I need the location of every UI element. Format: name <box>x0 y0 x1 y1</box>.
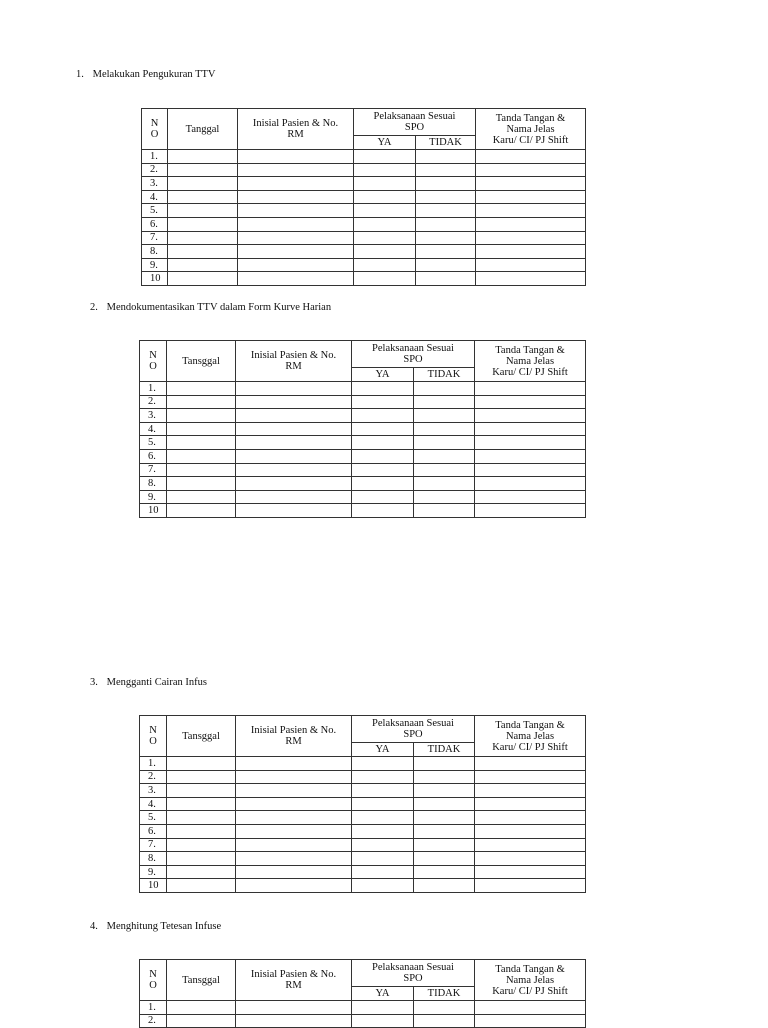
table-row <box>140 784 586 798</box>
date-cell[interactable] <box>167 463 236 477</box>
table-row <box>140 449 586 463</box>
tidak-cell[interactable] <box>414 879 475 893</box>
signature-cell[interactable] <box>475 797 586 811</box>
ya-cell[interactable] <box>354 258 416 272</box>
signature-cell[interactable] <box>475 824 586 838</box>
ya-cell[interactable] <box>352 477 414 491</box>
table-row <box>142 258 586 272</box>
table-row <box>140 797 586 811</box>
patient-cell[interactable] <box>236 1014 352 1028</box>
table-row <box>142 177 586 191</box>
table-row <box>140 770 586 784</box>
table-row <box>140 852 586 866</box>
signature-cell[interactable] <box>475 449 586 463</box>
header-signature: Tanda Tangan & Nama Jelas Karu/ CI/ PJ Shift <box>475 960 586 1001</box>
tidak-cell[interactable] <box>414 504 475 518</box>
signature-cell[interactable] <box>476 231 586 245</box>
date-cell[interactable] <box>167 409 236 423</box>
signature-cell[interactable] <box>476 190 586 204</box>
checklist-table-4 <box>139 959 586 1028</box>
table-row <box>142 163 586 177</box>
header-spo: Pelaksanaan Sesuai SPO <box>352 960 475 987</box>
date-cell[interactable] <box>168 217 238 231</box>
ya-cell[interactable] <box>352 436 414 450</box>
tidak-cell[interactable] <box>416 190 476 204</box>
tidak-cell[interactable] <box>414 838 475 852</box>
signature-cell[interactable] <box>476 177 586 191</box>
tidak-cell[interactable] <box>414 824 475 838</box>
signature-cell[interactable] <box>475 463 586 477</box>
date-cell[interactable] <box>167 436 236 450</box>
header-patient: Inisial Pasien & No. RM <box>238 109 354 150</box>
patient-cell[interactable] <box>238 272 354 286</box>
date-cell[interactable] <box>167 477 236 491</box>
table-row <box>140 490 586 504</box>
row-number: 2. <box>140 395 167 409</box>
tidak-cell[interactable] <box>414 757 475 771</box>
patient-cell[interactable] <box>236 422 352 436</box>
ya-cell[interactable] <box>352 879 414 893</box>
ya-cell[interactable] <box>354 217 416 231</box>
row-number: 1. <box>140 382 167 396</box>
patient-cell[interactable] <box>236 797 352 811</box>
table-row <box>140 757 586 771</box>
ya-cell[interactable] <box>352 1014 414 1028</box>
signature-cell[interactable] <box>476 204 586 218</box>
row-number: 6. <box>142 217 168 231</box>
ya-cell[interactable] <box>352 865 414 879</box>
table-row <box>140 395 586 409</box>
patient-cell[interactable] <box>236 382 352 396</box>
header-spo: Pelaksanaan Sesuai SPO <box>352 341 475 368</box>
tidak-cell[interactable] <box>416 177 476 191</box>
ya-cell[interactable] <box>352 490 414 504</box>
row-number: 4. <box>140 422 167 436</box>
tidak-cell[interactable] <box>416 204 476 218</box>
tidak-cell[interactable] <box>414 463 475 477</box>
row-number: 2. <box>140 1014 167 1028</box>
table-row <box>140 382 586 396</box>
signature-cell[interactable] <box>475 879 586 893</box>
tidak-cell[interactable] <box>414 1014 475 1028</box>
patient-cell[interactable] <box>236 852 352 866</box>
ya-cell[interactable] <box>354 150 416 164</box>
table-row <box>142 204 586 218</box>
ya-cell[interactable] <box>352 382 414 396</box>
patient-cell[interactable] <box>236 436 352 450</box>
ya-cell[interactable] <box>352 449 414 463</box>
section-title-text: Melakukan Pengukuran TTV <box>92 69 216 80</box>
tidak-cell[interactable] <box>414 784 475 798</box>
date-cell[interactable] <box>167 770 236 784</box>
ya-cell[interactable] <box>354 177 416 191</box>
ya-cell[interactable] <box>352 1001 414 1015</box>
tidak-cell[interactable] <box>416 150 476 164</box>
row-number: 8. <box>142 245 168 259</box>
signature-cell[interactable] <box>475 1014 586 1028</box>
ya-cell[interactable] <box>352 395 414 409</box>
table-row <box>142 190 586 204</box>
table-row <box>140 409 586 423</box>
date-cell[interactable] <box>168 204 238 218</box>
row-number: 7. <box>142 231 168 245</box>
signature-cell[interactable] <box>475 865 586 879</box>
row-number: 3. <box>140 784 167 798</box>
patient-cell[interactable] <box>236 490 352 504</box>
ya-cell[interactable] <box>352 838 414 852</box>
ya-cell[interactable] <box>354 231 416 245</box>
tidak-cell[interactable] <box>414 852 475 866</box>
signature-cell[interactable] <box>476 217 586 231</box>
table-row <box>142 231 586 245</box>
patient-cell[interactable] <box>236 477 352 491</box>
ya-cell[interactable] <box>352 852 414 866</box>
header-tidak: TIDAK <box>416 136 476 150</box>
section-title-3 <box>90 677 207 689</box>
tidak-cell[interactable] <box>414 422 475 436</box>
date-cell[interactable] <box>167 879 236 893</box>
date-cell[interactable] <box>167 490 236 504</box>
ya-cell[interactable] <box>352 422 414 436</box>
ya-cell[interactable] <box>352 797 414 811</box>
header-ya: YA <box>352 987 414 1001</box>
signature-cell[interactable] <box>475 811 586 825</box>
table-row <box>142 272 586 286</box>
row-number: 8. <box>140 852 167 866</box>
date-cell[interactable] <box>168 190 238 204</box>
patient-cell[interactable] <box>236 504 352 518</box>
tidak-cell[interactable] <box>414 1001 475 1015</box>
header-no: N O <box>140 341 167 382</box>
row-number: 4. <box>142 190 168 204</box>
patient-cell[interactable] <box>238 231 354 245</box>
header-spo: Pelaksanaan Sesuai SPO <box>354 109 476 136</box>
signature-cell[interactable] <box>476 163 586 177</box>
signature-cell[interactable] <box>476 150 586 164</box>
header-date: Tansggal <box>167 716 236 757</box>
table-row <box>142 245 586 259</box>
date-cell[interactable] <box>168 177 238 191</box>
checklist-table-2 <box>139 340 586 518</box>
signature-cell[interactable] <box>475 409 586 423</box>
header-no: N O <box>142 109 168 150</box>
header-signature: Tanda Tangan & Nama Jelas Karu/ CI/ PJ Shift <box>475 716 586 757</box>
ya-cell[interactable] <box>352 463 414 477</box>
patient-cell[interactable] <box>236 757 352 771</box>
signature-cell[interactable] <box>475 838 586 852</box>
patient-cell[interactable] <box>236 784 352 798</box>
tidak-cell[interactable] <box>414 490 475 504</box>
header-ya: YA <box>352 368 414 382</box>
row-number: 10 <box>142 272 168 286</box>
tidak-cell[interactable] <box>414 382 475 396</box>
patient-cell[interactable] <box>236 463 352 477</box>
patient-cell[interactable] <box>236 770 352 784</box>
table-row <box>140 463 586 477</box>
ya-cell[interactable] <box>354 272 416 286</box>
table-row <box>140 1014 586 1028</box>
signature-cell[interactable] <box>475 490 586 504</box>
header-patient: Inisial Pasien & No. RM <box>236 341 352 382</box>
table-row <box>140 824 586 838</box>
ya-cell[interactable] <box>352 504 414 518</box>
header-ya: YA <box>352 743 414 757</box>
tidak-cell[interactable] <box>416 231 476 245</box>
table-row <box>142 150 586 164</box>
date-cell[interactable] <box>167 449 236 463</box>
patient-cell[interactable] <box>238 163 354 177</box>
date-cell[interactable] <box>167 824 236 838</box>
table-row <box>142 217 586 231</box>
row-number: 5. <box>140 811 167 825</box>
patient-cell[interactable] <box>238 150 354 164</box>
header-tidak: TIDAK <box>414 368 475 382</box>
header-ya: YA <box>354 136 416 150</box>
ya-cell[interactable] <box>352 784 414 798</box>
tidak-cell[interactable] <box>414 797 475 811</box>
patient-cell[interactable] <box>236 409 352 423</box>
header-signature: Tanda Tangan & Nama Jelas Karu/ CI/ PJ Shift <box>476 109 586 150</box>
date-cell[interactable] <box>167 1014 236 1028</box>
row-number: 1. <box>140 757 167 771</box>
date-cell[interactable] <box>167 797 236 811</box>
date-cell[interactable] <box>167 382 236 396</box>
date-cell[interactable] <box>167 1001 236 1015</box>
header-date: Tansggal <box>167 960 236 1001</box>
ya-cell[interactable] <box>352 757 414 771</box>
date-cell[interactable] <box>167 852 236 866</box>
row-number: 4. <box>140 797 167 811</box>
row-number: 2. <box>140 770 167 784</box>
patient-cell[interactable] <box>238 217 354 231</box>
checklist-table-3 <box>139 715 586 893</box>
tidak-cell[interactable] <box>414 811 475 825</box>
date-cell[interactable] <box>167 504 236 518</box>
table-row <box>140 504 586 518</box>
date-cell[interactable] <box>168 245 238 259</box>
ya-cell[interactable] <box>354 245 416 259</box>
section-number: 4. <box>90 921 98 932</box>
table-row <box>140 436 586 450</box>
tidak-cell[interactable] <box>416 272 476 286</box>
tidak-cell[interactable] <box>414 477 475 491</box>
row-number: 1. <box>140 1001 167 1015</box>
signature-cell[interactable] <box>475 770 586 784</box>
date-cell[interactable] <box>168 231 238 245</box>
date-cell[interactable] <box>167 422 236 436</box>
patient-cell[interactable] <box>236 879 352 893</box>
table-row <box>140 1001 586 1015</box>
section-number: 2. <box>90 302 98 313</box>
row-number: 3. <box>140 409 167 423</box>
header-patient: Inisial Pasien & No. RM <box>236 960 352 1001</box>
signature-cell[interactable] <box>475 477 586 491</box>
row-number: 6. <box>140 449 167 463</box>
signature-cell[interactable] <box>475 436 586 450</box>
signature-cell[interactable] <box>475 382 586 396</box>
tidak-cell[interactable] <box>414 409 475 423</box>
ya-cell[interactable] <box>352 409 414 423</box>
date-cell[interactable] <box>168 163 238 177</box>
row-number: 9. <box>140 865 167 879</box>
header-date: Tanggal <box>168 109 238 150</box>
tidak-cell[interactable] <box>414 770 475 784</box>
date-cell[interactable] <box>167 838 236 852</box>
signature-cell[interactable] <box>475 784 586 798</box>
signature-cell[interactable] <box>476 272 586 286</box>
tidak-cell[interactable] <box>414 395 475 409</box>
section-number: 3. <box>90 677 98 688</box>
patient-cell[interactable] <box>238 258 354 272</box>
patient-cell[interactable] <box>236 824 352 838</box>
signature-cell[interactable] <box>476 258 586 272</box>
header-spo: Pelaksanaan Sesuai SPO <box>352 716 475 743</box>
table-row <box>140 422 586 436</box>
patient-cell[interactable] <box>236 811 352 825</box>
section-title-4 <box>90 921 221 933</box>
header-no: N O <box>140 960 167 1001</box>
row-number: 5. <box>140 436 167 450</box>
header-patient: Inisial Pasien & No. RM <box>236 716 352 757</box>
header-date: Tansggal <box>167 341 236 382</box>
patient-cell[interactable] <box>236 1001 352 1015</box>
tidak-cell[interactable] <box>416 258 476 272</box>
ya-cell[interactable] <box>354 163 416 177</box>
patient-cell[interactable] <box>238 190 354 204</box>
row-number: 5. <box>142 204 168 218</box>
signature-cell[interactable] <box>475 422 586 436</box>
ya-cell[interactable] <box>352 770 414 784</box>
date-cell[interactable] <box>168 258 238 272</box>
signature-cell[interactable] <box>475 1001 586 1015</box>
row-number: 9. <box>140 490 167 504</box>
patient-cell[interactable] <box>236 449 352 463</box>
tidak-cell[interactable] <box>416 217 476 231</box>
signature-cell[interactable] <box>475 757 586 771</box>
date-cell[interactable] <box>167 395 236 409</box>
patient-cell[interactable] <box>236 395 352 409</box>
patient-cell[interactable] <box>236 865 352 879</box>
tidak-cell[interactable] <box>414 449 475 463</box>
row-number: 2. <box>142 163 168 177</box>
row-number: 6. <box>140 824 167 838</box>
header-no: N O <box>140 716 167 757</box>
row-number: 10 <box>140 879 167 893</box>
ya-cell[interactable] <box>354 190 416 204</box>
row-number: 3. <box>142 177 168 191</box>
patient-cell[interactable] <box>236 838 352 852</box>
tidak-cell[interactable] <box>414 865 475 879</box>
ya-cell[interactable] <box>354 204 416 218</box>
row-number: 7. <box>140 463 167 477</box>
table-row <box>140 811 586 825</box>
section-number: 1. <box>76 69 84 80</box>
patient-cell[interactable] <box>238 177 354 191</box>
patient-cell[interactable] <box>238 204 354 218</box>
section-title-text: Mendokumentasikan TTV dalam Form Kurve Harian <box>106 302 332 313</box>
row-number: 1. <box>142 150 168 164</box>
header-signature: Tanda Tangan & Nama Jelas Karu/ CI/ PJ Shift <box>475 341 586 382</box>
signature-cell[interactable] <box>475 852 586 866</box>
section-title-text: Menghitung Tetesan Infuse <box>106 921 222 932</box>
row-number: 7. <box>140 838 167 852</box>
table-row <box>140 477 586 491</box>
date-cell[interactable] <box>167 757 236 771</box>
date-cell[interactable] <box>168 272 238 286</box>
ya-cell[interactable] <box>352 824 414 838</box>
checklist-table-1 <box>141 108 586 286</box>
tidak-cell[interactable] <box>416 163 476 177</box>
patient-cell[interactable] <box>238 245 354 259</box>
section-title-2 <box>90 302 331 314</box>
table-row <box>140 879 586 893</box>
date-cell[interactable] <box>167 811 236 825</box>
date-cell[interactable] <box>167 865 236 879</box>
tidak-cell[interactable] <box>414 436 475 450</box>
table-row <box>140 865 586 879</box>
tidak-cell[interactable] <box>416 245 476 259</box>
signature-cell[interactable] <box>475 504 586 518</box>
row-number: 9. <box>142 258 168 272</box>
date-cell[interactable] <box>167 784 236 798</box>
signature-cell[interactable] <box>476 245 586 259</box>
header-tidak: TIDAK <box>414 987 475 1001</box>
header-tidak: TIDAK <box>414 743 475 757</box>
section-title-text: Mengganti Cairan Infus <box>106 677 207 688</box>
ya-cell[interactable] <box>352 811 414 825</box>
row-number: 10 <box>140 504 167 518</box>
date-cell[interactable] <box>168 150 238 164</box>
section-title-1 <box>76 69 216 81</box>
row-number: 8. <box>140 477 167 491</box>
signature-cell[interactable] <box>475 395 586 409</box>
table-row <box>140 838 586 852</box>
